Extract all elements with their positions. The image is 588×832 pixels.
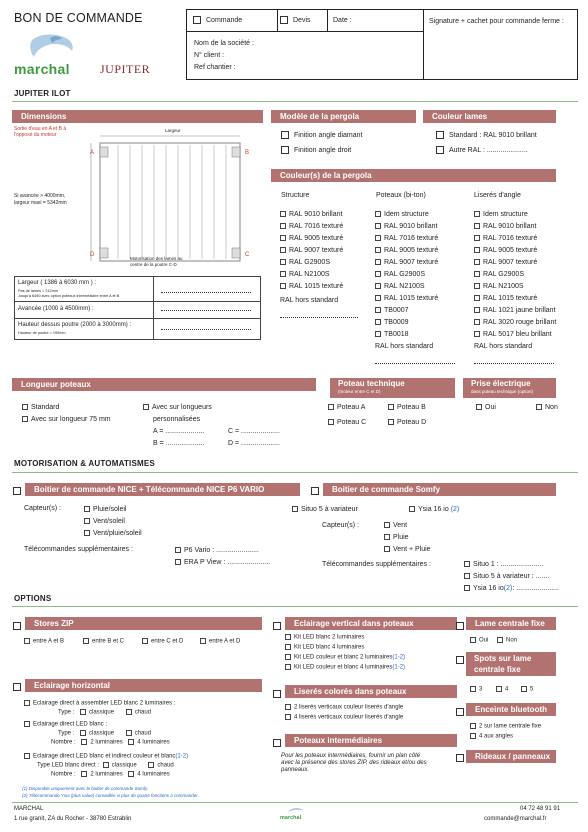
somfy-header: Boitier de commande Somfy [323,483,556,496]
hauteur-label: Hauteur dessus poutre (2000 à 3000mm) : [18,322,132,328]
pergola-drawing [86,133,256,273]
nice-telec-option[interactable]: ERA P View : ...................... [175,556,270,568]
client-field[interactable]: N° client : [194,52,225,59]
footnote-2: (2) Télécommande Ysia (plus value) conseillée si plus de quatre fonctions à commander. [22,793,199,798]
bluetooth-header: Enceinte bluetooth [466,703,556,716]
prise-non-checkbox[interactable]: Non [536,403,558,412]
poteaux-option[interactable]: RAL 7016 texturé [375,232,455,244]
liseres-option[interactable]: RAL 5017 bleu brillant [474,328,556,340]
nice-telec-label: Télécommandes supplémentaires : [24,546,133,553]
eclairage-v-option[interactable]: Kit LED blanc 4 luminaires [285,644,405,654]
poteau-d-checkbox[interactable]: Poteau D [388,418,426,427]
modele-header: Modèle de la pergola [271,110,416,123]
longueur-perso-label: personnalisées [153,416,201,423]
lame-fixe-non[interactable]: Non [497,637,517,645]
liseres-option[interactable]: RAL 9007 texturé [474,256,556,268]
devis-checkbox[interactable]: Devis [280,16,311,25]
somfy-capteur-option[interactable]: Pluie [384,531,431,543]
hauteur-input[interactable] [161,329,251,330]
poteaux-int-text2: avec la présence des stores ZIP, des rideaux et/ou des [281,760,427,766]
largeur-top-label: Largeur [165,128,181,133]
longueur-standard-checkbox[interactable]: Standard [22,403,59,412]
liseres-option[interactable]: RAL 9010 brillant [474,220,556,232]
chantier-field[interactable]: Ref chantier : [194,64,236,71]
poteaux-list [375,208,455,369]
nice-capteurs-label: Capteur(s) : [24,505,61,512]
somfy-telec-option[interactable]: Ysia 16 io (2) : ...................... [464,582,559,594]
structure-option[interactable]: RAL 9005 texturé [280,232,358,244]
liseres-heading: Liserés d'angle [474,192,521,199]
stores-ad-checkbox[interactable]: entre A et D [200,638,240,646]
eclairage-h-o1-type: Type : classique chaud [58,709,152,716]
eclairage-v-option[interactable]: Kit LED couleur et blanc 4 luminaires(1-2) [285,664,405,674]
eclairage-h-header: Eclairage horizontal [25,679,262,692]
somfy-telec-list [464,558,559,594]
spots-3[interactable]: 3 [470,686,482,694]
eclairage-h-o3-type: Type LED blanc direct : classique chaud [37,762,174,769]
angle-diamant-checkbox[interactable]: Finition angle diamant [281,131,363,140]
structure-option[interactable]: RAL 9007 texturé [280,244,358,256]
poteau-b-checkbox[interactable]: Poteau B [388,403,426,412]
bluetooth-option[interactable]: 2 sur lame centrale fixe [470,723,541,731]
eclairage-h-o1-checkbox[interactable]: Eclairage direct à assembler LED blanc 2 luminaires : [24,700,175,708]
structure-option[interactable]: RAL N2100S [280,268,358,280]
corner-c: C [245,252,250,258]
lame-fixe-header: Lame centrale fixe [466,617,556,630]
stores-bc-checkbox[interactable]: entre B et C [83,638,124,646]
structure-heading: Structure [281,192,310,199]
eclairage-v-header: Eclairage vertical dans poteaux [285,617,457,630]
couleurs-header: Couleur(s) de la pergola [271,169,556,182]
structure-option[interactable]: RAL 7016 texturé [280,220,358,232]
commande-checkbox[interactable]: Commande [193,16,242,25]
eclairage-h-o2-nombre: Nombre : 2 luminaires 4 luminaires [51,739,170,746]
footer-company: MARCHAL [14,806,44,812]
structure-option[interactable]: RAL 1015 texturé [280,280,358,292]
eclairage-h-o3-checkbox[interactable]: Eclairage direct LED blanc et indirect couleur et blanc(1-2) [24,753,188,761]
longueur-75-checkbox[interactable]: Avec sur longueur 75 mm [22,415,111,424]
poteaux-option[interactable]: RAL 1015 texturé [375,292,455,304]
avancee-label: Avancée (1000 à 4500mm) : [18,306,94,312]
liseres-option[interactable]: RAL N2100S [474,280,556,292]
somfy-ysia-checkbox[interactable]: Ysia 16 io (2) [409,505,459,514]
longueur-d-input[interactable]: D = .................... [228,440,280,447]
footer-email[interactable]: commande@marchal.fr [484,816,547,822]
liseres-option[interactable]: RAL 1021 jaune brillant [474,304,556,316]
prise-oui-checkbox[interactable]: Oui [476,403,496,412]
liseres-list [474,208,556,369]
longueur-header: Longueur poteaux [12,378,316,391]
poteaux-option[interactable]: TB0009 [375,316,455,328]
section-options-title: OPTIONS [14,594,52,603]
lame-fixe-oui[interactable]: Oui [470,637,488,645]
stores-cd-checkbox[interactable]: entre C et D [142,638,183,646]
hauteur-sub: Hauteur de poutre = 190mm [18,331,66,335]
liseres-option[interactable]: RAL G2900S [474,268,556,280]
water-outlet-note: Sortie d'eau en A et B à l'opposé du moteur [14,126,67,138]
section-ilot-title: JUPITER ILOT [14,89,71,98]
eclairage-v-list [285,634,405,674]
page-title: BON DE COMMANDE [14,11,143,25]
structure-hors-input[interactable] [280,317,358,318]
stores-ab-checkbox[interactable]: entre A et B [24,638,64,646]
poteaux-hors-label: RAL hors standard [375,343,434,350]
poteaux-hors-input[interactable] [375,363,455,364]
nice-header: Boitier de commande NICE + Télécommande NICE P6 VARIO [25,483,300,496]
liseres-option[interactable]: RAL 7016 texturé [474,232,556,244]
lames-autre-checkbox[interactable]: Autre RAL : ..................... [436,146,528,155]
poteaux-option[interactable]: RAL 9007 texturé [375,256,455,268]
eclairage-h-o3-nombre: Nombre : 2 luminaires 4 luminaires [51,771,170,778]
prise-header: Prise électrique dans poteau technique (option) [463,378,556,398]
avancee-note: Si avancée > 4000mm, largeur maxi = 5342mm [14,193,67,206]
somfy-capteurs-label: Capteur(s) : [322,522,359,529]
longueur-c-input[interactable]: C = .................... [228,428,280,435]
poteaux-option[interactable]: TB0018 [375,328,455,340]
structure-hors-label: RAL hors standard [280,297,339,304]
somfy-telec-option[interactable]: Situo 1 : ...................... [464,558,559,570]
spots-5[interactable]: 5 [521,686,533,694]
liseres-col-option[interactable]: 2 liserés verticaux couleur liserés d'angle [285,704,403,712]
footer-phone: 04 72 48 91 91 [520,806,561,812]
poteau-c-checkbox[interactable]: Poteau C [328,418,366,427]
longueur-perso-checkbox[interactable]: Avec sur longueurs [143,403,212,412]
structure-list [280,208,358,323]
somfy-situo-checkbox[interactable]: Situo 5 à variateur [292,505,358,514]
dimensions-header: Dimensions [12,110,263,123]
somfy-telec-label: Télécommandes supplémentaires : [322,561,431,568]
eclairage-h-o2-checkbox[interactable]: Eclairage direct LED blanc : [24,721,107,729]
bluetooth-option[interactable]: 4 aux angles [470,733,513,741]
liseres-col-option[interactable]: 4 liserés verticaux couleur liserés d'angle [285,714,403,722]
footer-address: 1 rue granit, ZA du Rocher - 38780 Estrablin [14,816,132,822]
spots-header: Spots sur lame centrale fixe [466,652,556,676]
liseres-option[interactable]: RAL 3020 rouge brillant [474,316,556,328]
structure-option[interactable]: RAL 9010 brillant [280,208,358,220]
poteaux-int-text3: panneaux. [281,767,310,773]
product-name: JUPITER [100,62,151,76]
poteaux-int-header: Poteaux intermédiaires [285,734,457,747]
angle-droit-checkbox[interactable]: Finition angle droit [281,146,351,155]
couleur-lames-header: Couleur lames [423,110,556,123]
corner-d: D [90,252,95,258]
footnote-1: (1) Disponible uniquement avec le boitier de commande Somfy. [22,786,149,791]
longueur-a-input[interactable]: A = .................... [153,428,205,435]
poteaux-option[interactable]: RAL 9010 brillant [375,220,455,232]
corner-b: B [245,150,250,156]
nice-telec-option[interactable]: P6 Vario : ...................... [175,544,270,556]
section-moto-title: MOTORISATION & AUTOMATISMES [14,459,155,468]
date-field[interactable]: Date : [333,17,352,24]
structure-option[interactable]: RAL G2900S [280,256,358,268]
largeur-input[interactable] [161,292,251,293]
nice-capteurs-list [84,503,142,539]
poteaux-heading: Poteaux (bi-ton) [376,192,426,199]
poteaux-int-text1: Pour les poteaux intermédiaires, fournir un plan côté [281,753,421,759]
header-form [186,9,578,80]
nice-capteur-option[interactable]: Vent/soleil [84,515,142,527]
signature-field[interactable]: Signature + cachet pour commande ferme : [429,18,564,25]
poteaux-option[interactable]: TB0007 [375,304,455,316]
somfy-telec-option[interactable]: Situo 5 à variateur : ....... [464,570,559,582]
largeur-sub2: Jusqu'à 6490 avec option poteaux intermédiaire entre A et B [18,294,120,298]
dimensions-table [14,276,261,340]
somfy-capteurs-list [384,519,431,555]
corner-a: A [90,150,95,156]
societe-field[interactable]: Nom de la société : [194,40,254,47]
avancee-input[interactable] [161,310,251,311]
eclairage-h-o2-type: Type : classique chaud [58,730,152,737]
largeur-sub1: Pas de lames = 212mm [18,289,58,293]
somfy-capteur-option[interactable]: Vent + Pluie [384,543,431,555]
poteau-tech-header: Poteau technique (moteur entre C et D) [330,378,455,398]
liseres-option[interactable]: RAL 1015 texturé [474,292,556,304]
brand-name: marchal [14,61,70,77]
somfy-capteur-option[interactable]: Vent [384,519,431,531]
footer-brand: marchal [280,815,302,821]
nice-telec-list [175,544,270,568]
liseres-hors-label: RAL hors standard [474,343,533,350]
lames-standard-checkbox[interactable]: Standard : RAL 9010 brillant [436,131,537,140]
eclairage-v-option[interactable]: Kit LED couleur et blanc 2 luminaires(1-2) [285,654,405,664]
nice-capteur-option[interactable]: Pluie/soleil [84,503,142,515]
poteaux-option[interactable]: RAL G2900S [375,268,455,280]
liseres-col-header: Liserés colorés dans poteaux [285,685,457,698]
nice-capteur-option[interactable]: Vent/pluie/soleil [84,527,142,539]
poteaux-option[interactable]: Idem structure [375,208,455,220]
spots-4[interactable]: 4 [496,686,508,694]
poteaux-option[interactable]: RAL 9005 texturé [375,244,455,256]
stores-header: Stores ZIP [25,617,262,630]
eclairage-v-option[interactable]: Kit LED blanc 2 luminaires [285,634,405,644]
rideaux-header: Rideaux / panneaux [466,750,556,763]
motor-note: Motorisation des lames au centre de la poutre C-D [130,256,183,267]
liseres-hors-input[interactable] [474,363,554,364]
poteau-a-checkbox[interactable]: Poteau A [328,403,365,412]
poteaux-option[interactable]: RAL N2100S [375,280,455,292]
liseres-option[interactable]: Idem structure [474,208,556,220]
longueur-b-input[interactable]: B = .................... [153,440,205,447]
liseres-option[interactable]: RAL 9005 texturé [474,244,556,256]
largeur-label: Largeur ( 1386 à 6030 mm ) : [18,280,97,286]
